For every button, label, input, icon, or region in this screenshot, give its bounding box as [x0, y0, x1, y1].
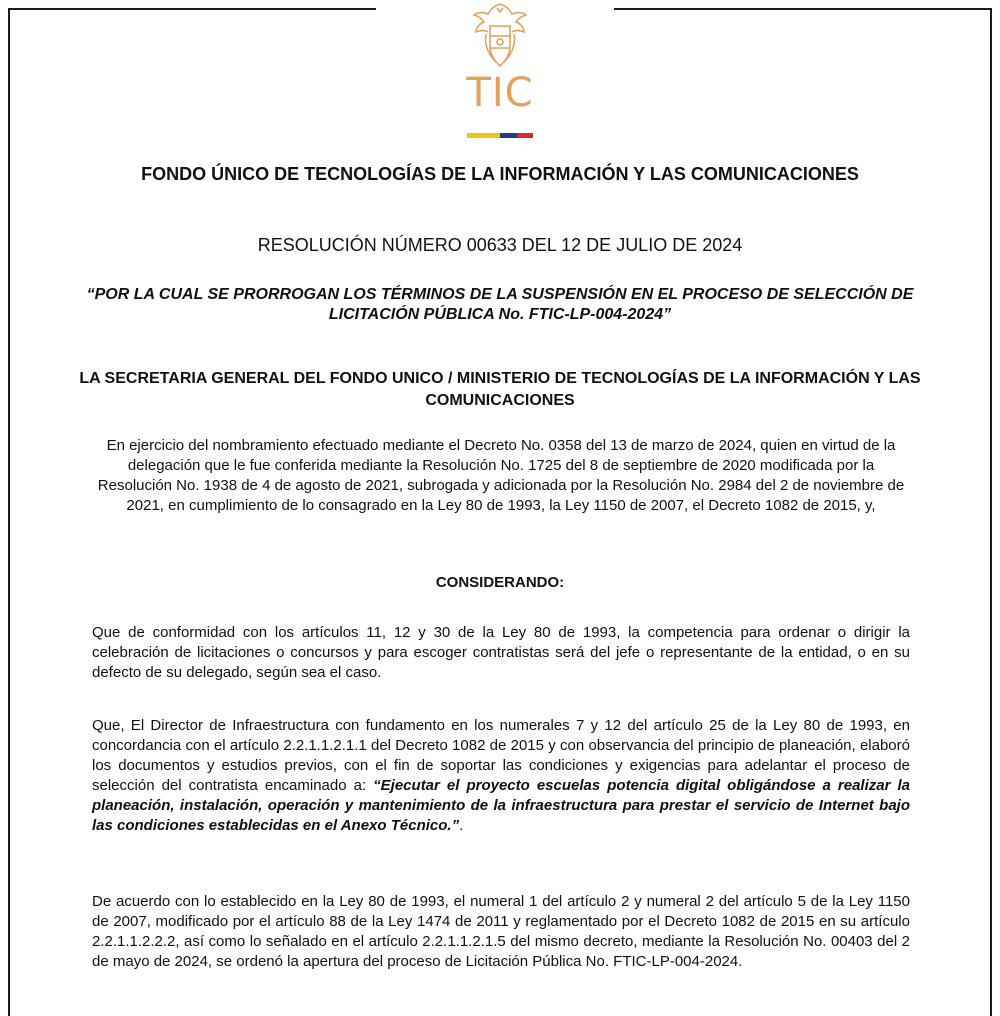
flag-stripe	[467, 133, 533, 138]
considerando-heading: CONSIDERANDO:	[435, 574, 565, 591]
flag-red-stripe	[517, 133, 533, 138]
flag-yellow-stripe	[467, 133, 500, 138]
flag-blue-stripe	[500, 133, 517, 138]
page-border-right	[990, 8, 992, 1016]
colombia-coat-of-arms-icon	[464, 0, 536, 72]
paragraph-2-intro: Que, El Director de Infraestructura con fundamento en los numerales 7 y 12 del artículo 25 de la Ley 80 de 1993, en concordancia con el artículo 2.2.1.1.2.1.1 del Decreto 1082 de 2015 y con observancia del principio de planeación, elaboró los documentos y estudios previos, con el fin de soportar las condiciones y exigencias para adelantar el proceso de selección del contratista encaminado a:	[92, 717, 910, 794]
paragraph-2-end: .	[459, 817, 464, 834]
tic-logo: TIC	[466, 70, 534, 116]
resolution-number: RESOLUCIÓN NÚMERO 00633 DEL 12 DE JULIO DE 2024	[257, 235, 743, 255]
issuing-authority: LA SECRETARIA GENERAL DEL FONDO UNICO / MINISTERIO DE TECNOLOGÍAS DE LA INFORMACIÓN Y LAS COMUNICACIONES	[79, 370, 921, 409]
page-border-top-left	[8, 8, 376, 10]
page-border-top-right	[614, 8, 992, 10]
considerando-paragraph-2	[92, 716, 910, 836]
page-border-left	[8, 8, 10, 1016]
entity-heading: FONDO ÚNICO DE TECNOLOGÍAS DE LA INFORMACIÓN Y LAS COMUNICACIONES	[141, 164, 859, 184]
resolution-title: “POR LA CUAL SE PRORROGAN LOS TÉRMINOS DE LA SUSPENSIÓN EN EL PROCESO DE SELECCIÓN DE LICITACIÓN PÚBLICA No. FTIC-LP-004-2024”	[86, 286, 914, 323]
preamble-paragraph: En ejercicio del nombramiento efectuado mediante el Decreto No. 0358 del 13 de marzo de 2024, quien en virtud de la delegación que le fue conferida mediante la Resolución No. 1725 del 8 de septiembre de 2020 modificada por la Resolución No. 1938 de 4 de agosto de 2021, subrogada y adicionada por la Resolución No. 2984 del 2 de noviembre de 2021, en cumplimiento de lo consagrado en la Ley 80 de 1993, la Ley 1150 de 2007, el Decreto 1082 de 2015, y,	[97, 437, 905, 514]
contract-object-quote: “Ejecutar el proyecto escuelas potencia digital obligándose a realizar la planeación, instalación, operación y mantenimiento de la infraestructura para prestar el servicio de Internet bajo las condiciones establecidas en el Anexo Técnico.”	[92, 777, 910, 834]
considerando-paragraph-1: Que de conformidad con los artículos 11, 12 y 30 de la Ley 80 de 1993, la competencia para ordenar o dirigir la celebración de licitaciones o concursos y para escoger contratistas será del jefe o representante de la entidad, o en su defecto de su delegado, según sea el caso.	[92, 624, 910, 681]
considerando-paragraph-3: De acuerdo con lo establecido en la Ley 80 de 1993, el numeral 1 del artículo 2 y numeral 2 del artículo 5 de la Ley 1150 de 2007, modificado por el artículo 88 de la Ley 1474 de 2011 y reglamentado por el Decreto 1082 de 2015 en su artículo 2.2.1.1.2.2.2, así como lo señalado en el artículo 2.2.1.1.2.1.5 del mismo decreto, mediante la Resolución No. 00403 del 2 de mayo de 2024, se ordenó la apertura del proceso de Licitación Pública No. FTIC-LP-004-2024.	[92, 893, 910, 970]
